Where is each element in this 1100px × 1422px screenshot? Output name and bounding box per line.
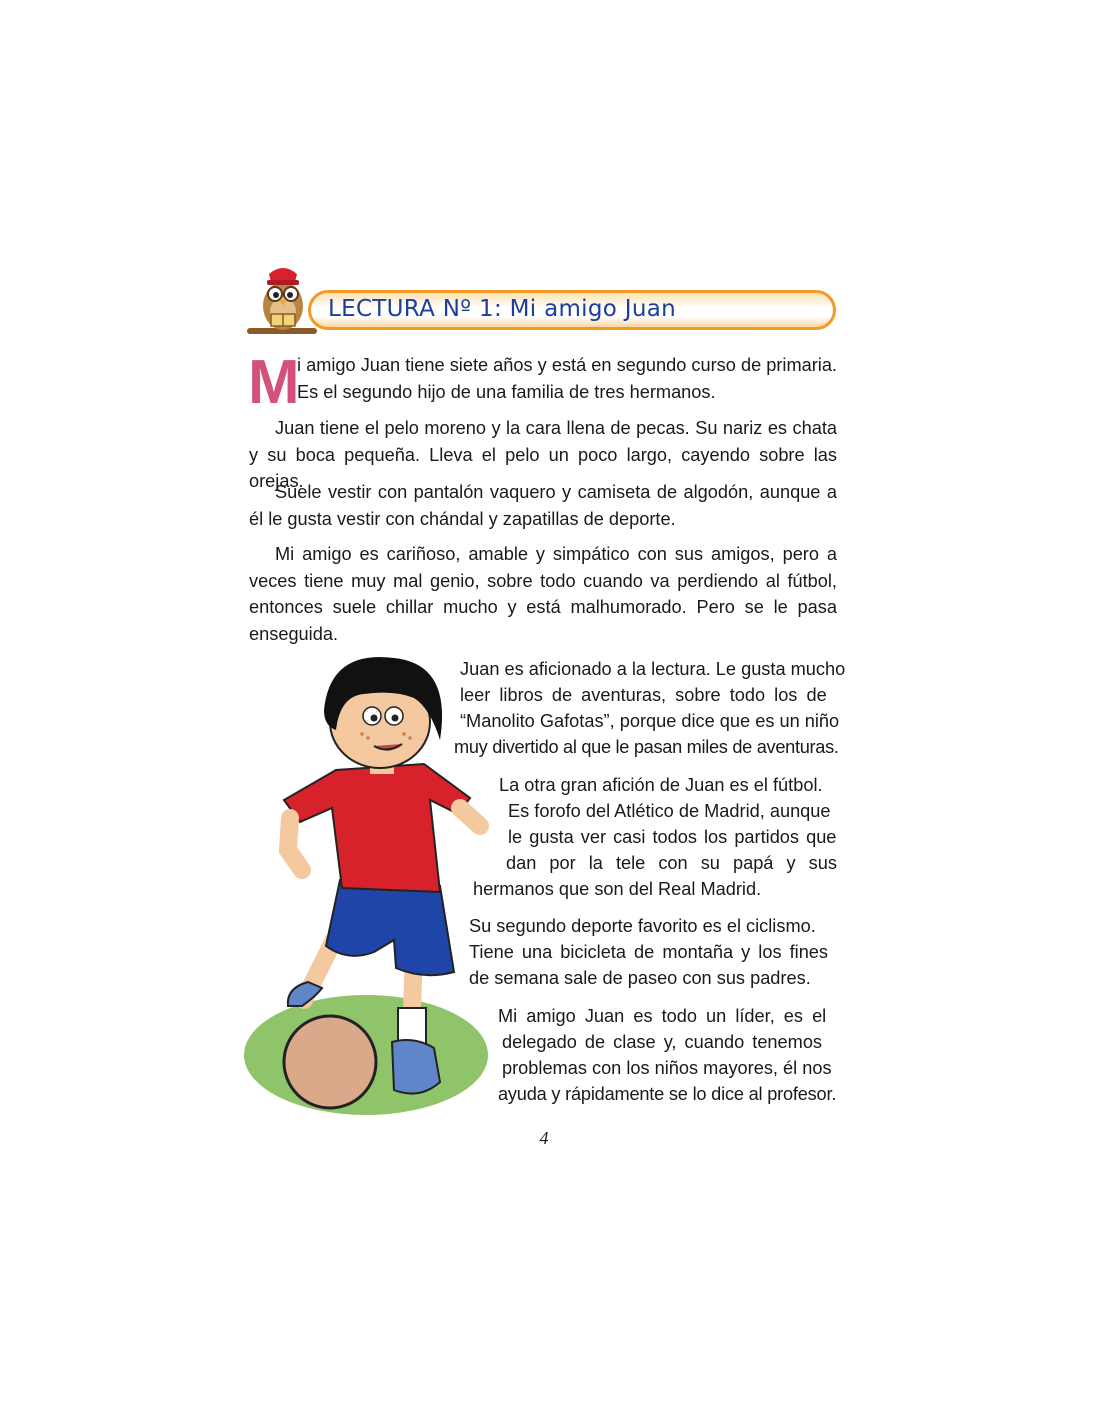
text-line: La otra gran afición de Juan es el fútbol. — [499, 775, 823, 795]
text-line: le gusta ver casi todos los partidos que — [508, 827, 837, 847]
boy-playing-football-illustration — [244, 650, 494, 1120]
text-line: problemas con los niños mayores, él nos — [502, 1058, 832, 1078]
text-line: leer libros de aventuras, sobre todo los de — [460, 685, 827, 705]
paragraph-clothing: Suele vestir con pantalón vaquero y camiseta de algodón, aunque a él le gusta vestir con chándal y zapatillas de deporte. — [249, 482, 837, 529]
text-line: “Manolito Gafotas”, porque dice que es un niño — [460, 711, 840, 731]
text-line: delegado de clase y, cuando tenemos — [502, 1032, 823, 1052]
drop-cap-letter: M — [248, 348, 300, 417]
text-line: Mi amigo Juan es todo un líder, es el — [498, 1006, 827, 1026]
text-line: muy divertido al que le pasan miles de aventuras. — [454, 737, 839, 757]
page-number: 4 — [539, 1128, 549, 1148]
text-line: Tiene una bicicleta de montaña y los fines — [469, 942, 829, 962]
text-line: Su segundo deporte favorito es el ciclismo. — [469, 916, 816, 936]
paragraph-appearance: Juan tiene el pelo moreno y la cara llena de pecas. Su nariz es chata y su boca pequeña. Lleva el pelo un poco largo, cayendo sobre las orejas. — [249, 418, 837, 491]
text-line: Es forofo del Atlético de Madrid, aunque — [508, 801, 831, 821]
text-line: dan por la tele con su papá y sus — [506, 853, 837, 873]
owl-reading-icon — [247, 262, 319, 338]
intro-paragraph: i amigo Juan tiene siete años y está en segundo curso de primaria. Es el segundo hijo de una familia de tres hermanos. — [297, 355, 837, 402]
text-line: de semana sale de paseo con sus padres. — [469, 968, 811, 988]
text-line: Juan es aficionado a la lectura. Le gusta mucho — [460, 659, 846, 679]
page-title: LECTURA Nº 1: Mi amigo Juan — [328, 296, 676, 322]
text-line: ayuda y rápidamente se lo dice al profesor. — [498, 1084, 837, 1104]
text-line: hermanos que son del Real Madrid. — [473, 879, 762, 899]
paragraph-personality: Mi amigo es cariñoso, amable y simpático con sus amigos, pero a veces tiene muy mal genio, sobre todo cuando va perdiendo al fútbol, entonces suele chillar mucho y está malhumorado. Pero se le pasa enseguida. — [249, 544, 837, 644]
